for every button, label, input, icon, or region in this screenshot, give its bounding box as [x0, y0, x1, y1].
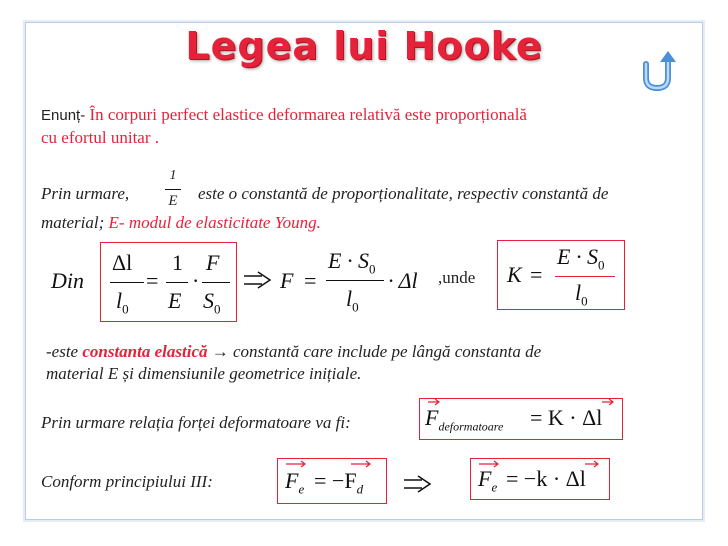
one-over-e-numerator: 1 — [169, 168, 177, 183]
f-e-vector: $F_e$ — [285, 468, 305, 497]
constanta-text-1: → constantă care include pe lângă constanta de — [211, 342, 542, 361]
vector-arrow-icon-2 — [601, 398, 615, 406]
f-e-vector-2: $F_e$ — [478, 466, 498, 495]
constanta-text-2: material E și dimensiunile geometrice inițiale. — [46, 364, 362, 383]
force-f: F — [280, 268, 294, 293]
vector-arrow-icon-3 — [285, 460, 307, 468]
enunt-label: Enunț- — [41, 107, 86, 124]
equals-sign-1: = — [146, 268, 159, 293]
young-modulus-text: E- modul de elasticitate Young. — [108, 213, 321, 232]
one-over-e-bar-2 — [166, 282, 188, 283]
s0-denominator: $S_0$ — [203, 288, 221, 317]
minus-f-d: = $-F_d$ — [314, 468, 364, 497]
enunt-text-2: cu efortul unitar . — [41, 128, 160, 147]
prin-urmare-line-2 — [41, 213, 321, 233]
din-label: Din — [51, 268, 84, 293]
implies-arrow-icon-2 — [402, 475, 432, 493]
f-deformatoare: $F_{deformatoare}$ — [425, 405, 504, 434]
f-numerator: F — [206, 250, 220, 275]
strain-bar — [110, 282, 144, 283]
es0-numerator: $E \cdot S_0$ — [328, 248, 376, 277]
es0-over-l0-bar — [326, 280, 384, 281]
l0-denominator-3: $l_0$ — [575, 280, 588, 309]
dot-operator: · — [192, 268, 200, 293]
one-over-e-bar — [165, 189, 181, 190]
vector-arrow-icon-4 — [350, 460, 372, 468]
f-over-s-bar — [202, 282, 230, 283]
k-symbol: K — [507, 262, 522, 287]
constanta-elastica: constanta elastică — [82, 342, 208, 361]
equals-sign-3: = — [530, 262, 543, 287]
vector-arrow-icon-6 — [584, 460, 600, 468]
constanta-prefix: -este — [46, 342, 79, 361]
prin-urmare-prefix: Prin urmare, — [41, 184, 130, 203]
unde-text: ,unde — [438, 268, 476, 287]
es0-numerator-2: $E \cdot S_0$ — [557, 244, 605, 273]
l0-denominator-2: $l_0$ — [346, 286, 359, 315]
one-over-e-denominator: E — [168, 193, 178, 209]
slide-title: Legea lui Hooke — [185, 24, 543, 68]
principiu-text: Conform principiului III: — [41, 472, 213, 491]
minus-k-delta-l: = −k · Δl — [506, 466, 586, 491]
u-turn-arrow-icon[interactable] — [638, 50, 676, 92]
k-delta-l-rhs: = K · Δl — [530, 405, 603, 430]
enunt-line-1 — [41, 105, 527, 125]
enunt-text-1: În corpuri perfect elastice deformarea relativă este proporțională — [89, 105, 527, 124]
dot-delta-l: · Δl — [388, 268, 418, 293]
material-word: material; — [41, 213, 105, 232]
e-denominator: E — [168, 288, 182, 313]
forta-text: Prin urmare relația forței deformatoare va fi: — [41, 413, 351, 432]
l0-denominator: $l_0$ — [116, 288, 129, 317]
k-fraction-bar — [555, 276, 615, 277]
delta-l: Δl — [112, 250, 133, 275]
implies-arrow-icon-1 — [242, 271, 272, 289]
constanta-line-1 — [46, 342, 541, 362]
equals-sign-2: = — [304, 268, 317, 293]
one-numerator: 1 — [172, 250, 183, 275]
prin-urmare-suffix: este o constantă de proporționalitate, respectiv constantă de — [198, 184, 609, 203]
